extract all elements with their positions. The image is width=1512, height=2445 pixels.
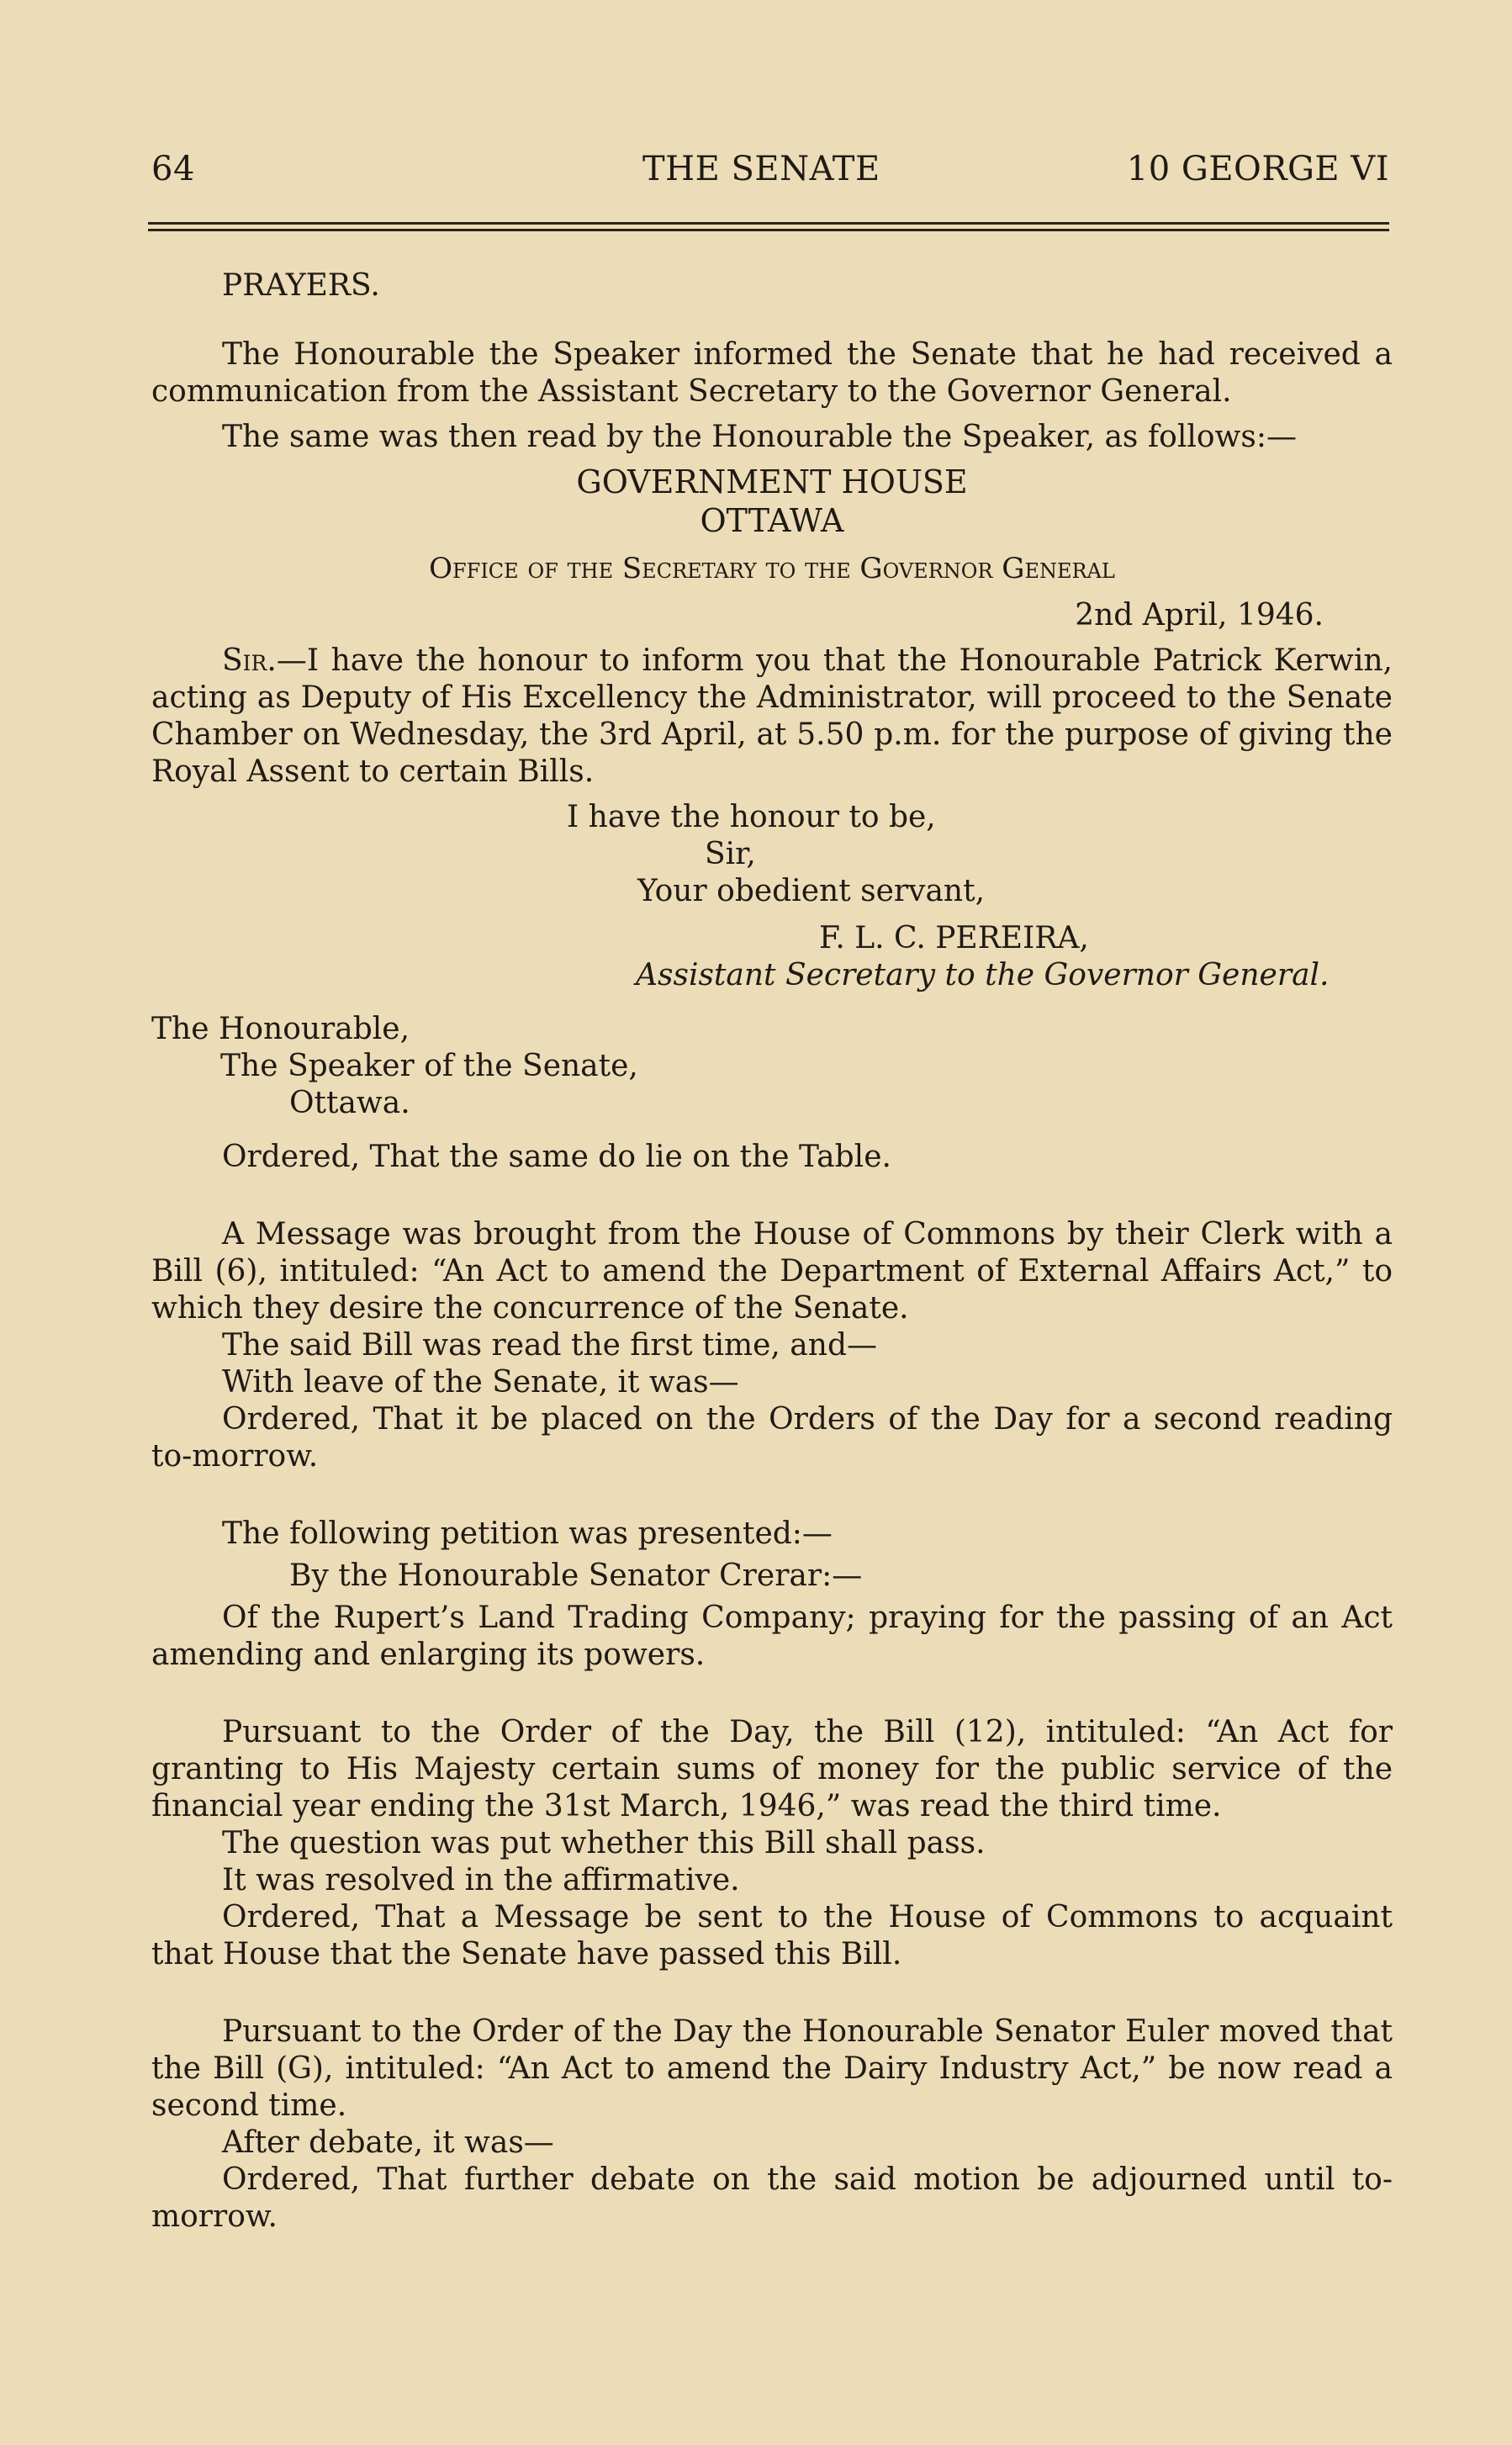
letter-salutation: Sir.: [222, 643, 277, 678]
petition-by: By the Honourable Senator Crerar:—: [289, 1559, 863, 1593]
bill-12-question: The question was put whether this Bill shall pass.: [222, 1826, 986, 1860]
page-body: [151, 267, 1393, 2236]
letterhead-line-1: GOVERNMENT HOUSE: [576, 463, 968, 500]
letterhead-line-2: OTTAWA: [700, 502, 844, 539]
petition-intro: The following petition was presented:—: [222, 1516, 833, 1551]
running-title: THE SENATE: [642, 150, 880, 188]
addressee-line-1: The Honourable,: [151, 1012, 410, 1046]
closing-line-2: Sir,: [705, 837, 756, 871]
message-text: A Message was brought from the House of Commons by their Clerk with a Bill (6), intituled: “An Act to amend the Department of External Affairs Act,” to which they desire the concurrence of the Senate.: [151, 1217, 1393, 1326]
communication-ordered: Ordered, That the same do lie on the Table.: [222, 1140, 891, 1174]
bill-12-resolved: It was resolved in the affirmative.: [222, 1863, 740, 1897]
petition-text: Of the Rupert’s Land Trading Company; praying for the passing of an Act amending and enlarging its powers.: [151, 1601, 1393, 1672]
addressee-line-3: Ottawa.: [289, 1086, 410, 1120]
addressee-line-2: The Speaker of the Senate,: [220, 1049, 638, 1083]
letter-body: [151, 643, 1393, 791]
bill-12-ordered: Ordered, That a Message be sent to the House of Commons to acquaint that House that the Senate have passed this Bill.: [151, 1900, 1393, 1971]
closing-line-1: I have the honour to be,: [567, 800, 936, 834]
communication-read: The same was then read by the Honourable the Speaker, as follows:—: [222, 420, 1297, 454]
prayers-heading: PRAYERS.: [222, 268, 380, 303]
page-number: 64: [151, 150, 195, 188]
message-leave: With leave of the Senate, it was—: [222, 1365, 739, 1400]
letter-body-text: —I have the honour to inform you that the Honourable Patrick Kerwin, acting as Deputy of His Excellency the Administrator, will proceed to the Senate Chamber on Wednesday, the 3rd April, at 5.50 p.m. for the purpose of giving the Royal Assent to certain Bills.: [151, 643, 1393, 789]
signatory-title: Assistant Secretary to the Governor General.: [636, 958, 1330, 992]
closing-line-3: Your obedient servant,: [637, 874, 986, 908]
header-rule-top: [148, 222, 1389, 225]
message-ordered: Ordered, That it be placed on the Orders of the Day for a second reading to-morrow.: [151, 1402, 1393, 1474]
signatory-name: F. L. C. PEREIRA,: [819, 921, 1089, 955]
header-rule-bottom: [148, 229, 1389, 231]
bill-g-ordered: Ordered, That further debate on the said motion be adjourned until to-morrow.: [151, 2162, 1393, 2234]
bill-g-after-debate: After debate, it was—: [222, 2125, 554, 2160]
office-line: Office of the Secretary to the Governor General: [429, 552, 1115, 585]
bill-12-text: Pursuant to the Order of the Day, the Bill (12), intituled: “An Act for granting to His Majesty certain sums of money for the public service of the financial year ending the 31st March, 1946,” was read the third time.: [151, 1715, 1393, 1823]
bill-g-text: Pursuant to the Order of the Day the Honourable Senator Euler moved that the Bill (G), intituled: “An Act to amend the Dairy Industry Act,” be now read a second time.: [151, 2014, 1393, 2123]
letter-date: 2nd April, 1946.: [1075, 598, 1324, 632]
message-first-reading: The said Bill was read the first time, and—: [222, 1328, 877, 1363]
communication-intro: The Honourable the Speaker informed the Senate that he had received a communication from the Assistant Secretary to the Governor General.: [151, 337, 1393, 409]
regnal-year: 10 GEORGE VI: [1126, 150, 1389, 188]
